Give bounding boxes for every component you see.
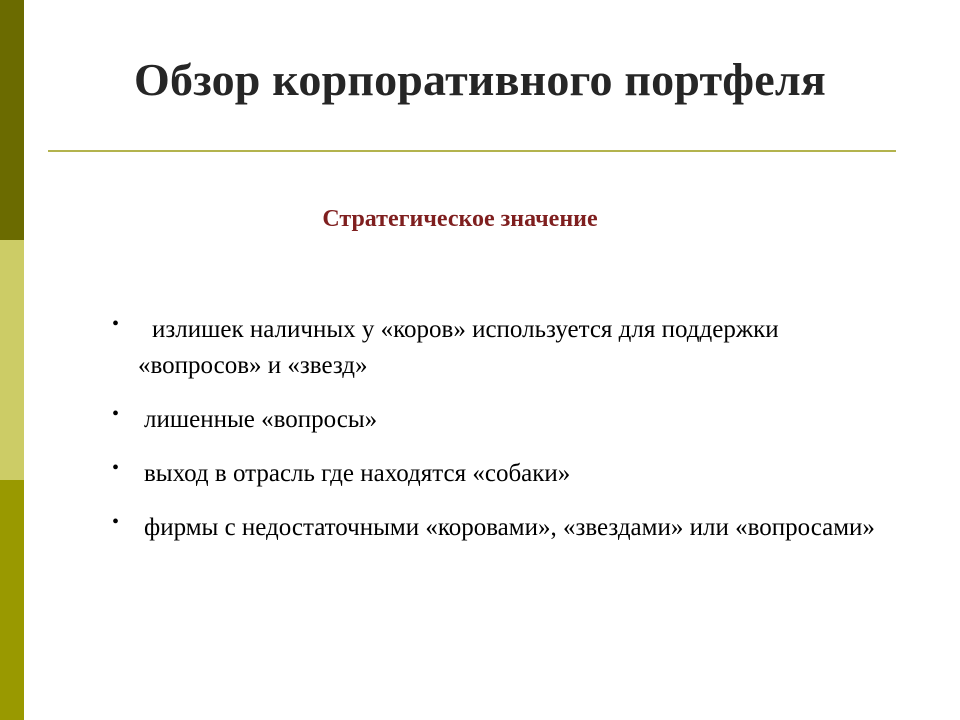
bullet-icon: •: [112, 313, 120, 335]
title-divider: [48, 150, 896, 152]
bullet-text: лишенные «вопросы»: [144, 406, 378, 433]
bullet-item: [108, 402, 888, 438]
bullet-icon: •: [112, 511, 120, 533]
bullet-text: фирмы с недостаточными «коровами», «звездами» или «вопросами»: [144, 514, 875, 541]
bullet-text: излишек наличных у «коров» используется для поддержки «вопросов» и «звезд»: [138, 316, 779, 379]
sidebar-segment-bottom: [0, 480, 24, 720]
sidebar-segment-middle: [0, 240, 24, 480]
slide-subtitle: Стратегическое значение: [322, 206, 598, 232]
bullet-icon: •: [112, 457, 120, 479]
bullet-list: [108, 312, 888, 564]
sidebar-decoration: [0, 0, 24, 720]
bullet-item: [108, 312, 888, 384]
bullet-item: [108, 510, 888, 546]
sidebar-segment-top: [0, 0, 24, 240]
slide-title: Обзор корпоративного портфеля: [134, 54, 826, 105]
bullet-icon: •: [112, 403, 120, 425]
bullet-text: выход в отрасль где находятся «собаки»: [144, 460, 571, 487]
bullet-item: [108, 456, 888, 492]
